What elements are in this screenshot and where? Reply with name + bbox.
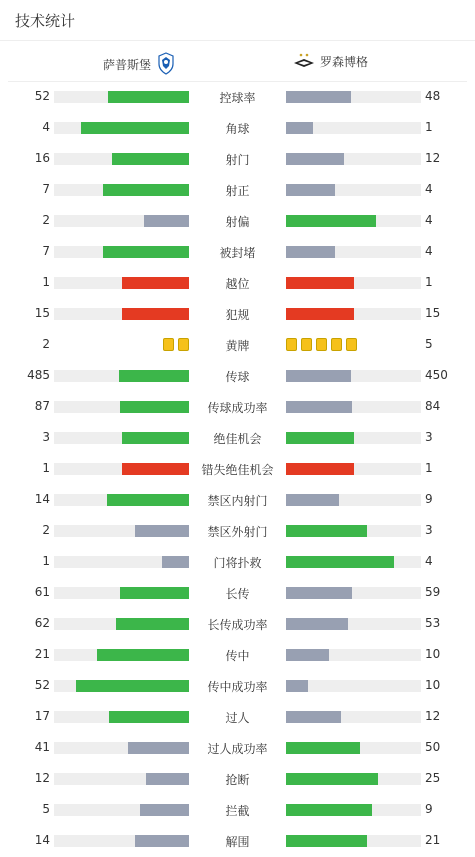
home-bar-fill	[162, 556, 189, 568]
away-value: 15	[425, 306, 441, 320]
home-bar-track	[54, 153, 189, 165]
home-value: 3	[42, 430, 50, 444]
home-value: 52	[34, 678, 50, 692]
home-bar-fill	[97, 649, 189, 661]
home-bar-fill	[140, 804, 189, 816]
away-bar-fill	[286, 308, 354, 320]
away-value: 4	[425, 213, 433, 227]
home-bar-fill	[119, 370, 189, 382]
home-value: 52	[34, 89, 50, 103]
yellow-card-icon	[286, 338, 297, 351]
home-bar-fill	[120, 587, 189, 599]
stat-label: 长传成功率	[207, 618, 268, 632]
stat-label: 过人	[225, 711, 250, 725]
away-bar-track	[286, 618, 421, 630]
away-bar-track	[286, 525, 421, 537]
stat-label: 黄牌	[225, 339, 250, 353]
away-bar-fill	[286, 494, 339, 506]
sarpsborg-crest-icon	[157, 52, 175, 76]
yellow-card-icon	[178, 338, 189, 351]
stat-row	[0, 391, 475, 422]
away-value: 12	[425, 709, 441, 723]
stat-row	[0, 81, 475, 112]
away-value: 21	[425, 833, 441, 847]
away-value: 9	[425, 802, 433, 816]
home-bar-track	[54, 618, 189, 630]
home-bar-track	[54, 773, 189, 785]
stat-row	[0, 205, 475, 236]
stat-row	[0, 298, 475, 329]
away-value: 10	[425, 647, 441, 661]
home-value: 17	[34, 709, 50, 723]
away-yellow-cards	[286, 338, 357, 351]
home-bar-track	[54, 463, 189, 475]
stat-row	[0, 794, 475, 825]
away-bar-track	[286, 804, 421, 816]
home-value: 2	[42, 213, 50, 227]
away-bar-fill	[286, 742, 360, 754]
stat-row	[0, 546, 475, 577]
away-value: 3	[425, 430, 433, 444]
away-value: 5	[425, 337, 433, 351]
away-bar-track	[286, 556, 421, 568]
home-bar-track	[54, 277, 189, 289]
away-bar-track	[286, 277, 421, 289]
home-value: 1	[42, 461, 50, 475]
away-bar-fill	[286, 649, 329, 661]
home-bar-fill	[135, 835, 189, 847]
away-bar-fill	[286, 556, 394, 568]
away-team-name: 罗森博格	[320, 54, 369, 69]
away-value: 4	[425, 554, 433, 568]
away-bar-fill	[286, 525, 367, 537]
home-value: 16	[34, 151, 50, 165]
away-value: 3	[425, 523, 433, 537]
home-bar-fill	[108, 91, 189, 103]
stat-label: 门将扑救	[213, 556, 262, 570]
stat-label: 传球	[225, 370, 250, 384]
home-bar-track	[54, 742, 189, 754]
away-bar-fill	[286, 835, 367, 847]
home-value: 485	[27, 368, 50, 382]
home-bar-fill	[116, 618, 189, 630]
rosenborg-crest-icon	[292, 52, 316, 70]
home-value: 12	[34, 771, 50, 785]
away-bar-fill	[286, 91, 351, 103]
away-bar-track	[286, 153, 421, 165]
stat-row	[0, 701, 475, 732]
home-bar-track	[54, 556, 189, 568]
away-value: 9	[425, 492, 433, 506]
away-bar-fill	[286, 246, 335, 258]
away-bar-fill	[286, 153, 344, 165]
home-bar-track	[54, 91, 189, 103]
away-value: 1	[425, 461, 433, 475]
stat-row	[0, 732, 475, 763]
home-bar-fill	[76, 680, 189, 692]
home-bar-fill	[146, 773, 189, 785]
home-bar-track	[54, 835, 189, 847]
away-bar-fill	[286, 122, 313, 134]
home-bar-track	[54, 432, 189, 444]
away-bar-fill	[286, 184, 335, 196]
home-value: 21	[34, 647, 50, 661]
away-bar-fill	[286, 618, 348, 630]
home-value: 61	[34, 585, 50, 599]
home-value: 4	[42, 120, 50, 134]
away-bar-fill	[286, 432, 354, 444]
away-bar-track	[286, 711, 421, 723]
stats-list	[0, 81, 475, 856]
home-bar-fill	[122, 277, 190, 289]
stat-label: 解围	[225, 835, 250, 849]
stat-label: 射正	[225, 184, 250, 198]
away-value: 4	[425, 244, 433, 258]
away-bar-fill	[286, 680, 308, 692]
away-value: 25	[425, 771, 441, 785]
home-value: 7	[42, 182, 50, 196]
stat-label: 过人成功率	[207, 742, 268, 756]
stat-row	[0, 763, 475, 794]
away-value: 4	[425, 182, 433, 196]
home-bar-fill	[107, 494, 189, 506]
stat-row	[0, 577, 475, 608]
stat-label: 射门	[225, 153, 250, 167]
home-value: 2	[42, 337, 50, 351]
home-bar-fill	[122, 463, 190, 475]
away-bar-track	[286, 91, 421, 103]
away-bar-track	[286, 401, 421, 413]
stat-label: 传球成功率	[207, 401, 268, 415]
stat-label: 传中成功率	[207, 680, 268, 694]
away-bar-track	[286, 649, 421, 661]
stat-label: 被封堵	[219, 246, 256, 260]
away-bar-track	[286, 742, 421, 754]
stat-row	[0, 608, 475, 639]
away-bar-fill	[286, 401, 352, 413]
home-team-name: 萨普斯堡	[102, 57, 151, 72]
stat-label: 禁区外射门	[207, 525, 268, 539]
away-value: 48	[425, 89, 441, 103]
home-bar-track	[54, 122, 189, 134]
away-value: 50	[425, 740, 441, 754]
away-bar-track	[286, 184, 421, 196]
away-bar-fill	[286, 587, 352, 599]
home-bar-fill	[135, 525, 189, 537]
away-value: 1	[425, 120, 433, 134]
home-bar-track	[54, 680, 189, 692]
away-bar-fill	[286, 463, 354, 475]
home-bar-track	[54, 215, 189, 227]
home-value: 87	[34, 399, 50, 413]
teams-bar	[8, 41, 467, 82]
yellow-card-icon	[163, 338, 174, 351]
away-value: 10	[425, 678, 441, 692]
away-bar-track	[286, 308, 421, 320]
stat-label: 越位	[225, 277, 250, 291]
stat-row	[0, 174, 475, 205]
away-bar-fill	[286, 370, 351, 382]
stat-row	[0, 112, 475, 143]
stat-row	[0, 422, 475, 453]
home-bar-track	[54, 308, 189, 320]
home-value: 15	[34, 306, 50, 320]
away-bar-track	[286, 494, 421, 506]
home-bar-track	[54, 649, 189, 661]
away-bar-track	[286, 463, 421, 475]
yellow-card-icon	[301, 338, 312, 351]
away-bar-track	[286, 215, 421, 227]
stat-row	[0, 484, 475, 515]
home-bar-track	[54, 370, 189, 382]
home-bar-track	[54, 711, 189, 723]
away-team[interactable]	[292, 52, 368, 70]
away-value: 53	[425, 616, 441, 630]
stat-row	[0, 639, 475, 670]
home-value: 62	[34, 616, 50, 630]
away-bar-track	[286, 680, 421, 692]
yellow-card-icon	[346, 338, 357, 351]
home-value: 41	[34, 740, 50, 754]
home-value: 1	[42, 554, 50, 568]
yellow-card-icon	[316, 338, 327, 351]
home-bar-track	[54, 184, 189, 196]
stat-row	[0, 453, 475, 484]
stat-label: 禁区内射门	[207, 494, 268, 508]
away-bar-track	[286, 246, 421, 258]
home-bar-track	[54, 804, 189, 816]
away-bar-track	[286, 773, 421, 785]
away-bar-track	[286, 122, 421, 134]
away-value: 450	[425, 368, 448, 382]
away-bar-fill	[286, 773, 378, 785]
away-bar-track	[286, 835, 421, 847]
home-value: 14	[34, 492, 50, 506]
home-value: 5	[42, 802, 50, 816]
stat-label: 抢断	[225, 773, 250, 787]
yellow-card-icon	[331, 338, 342, 351]
stat-label: 绝佳机会	[213, 432, 262, 446]
stat-row	[0, 670, 475, 701]
home-value: 1	[42, 275, 50, 289]
stat-row	[0, 236, 475, 267]
away-bar-fill	[286, 804, 372, 816]
home-value: 7	[42, 244, 50, 258]
stat-row	[0, 329, 475, 360]
away-value: 59	[425, 585, 441, 599]
stat-label: 传中	[225, 649, 250, 663]
away-bar-track	[286, 587, 421, 599]
stat-label: 长传	[225, 587, 250, 601]
home-bar-fill	[144, 215, 189, 227]
page-title: 技术统计	[15, 12, 76, 30]
away-bar-track	[286, 432, 421, 444]
home-bar-fill	[122, 308, 190, 320]
stat-row	[0, 143, 475, 174]
home-bar-fill	[128, 742, 189, 754]
home-bar-track	[54, 494, 189, 506]
home-bar-track	[54, 246, 189, 258]
stat-label: 角球	[225, 122, 250, 136]
home-bar-fill	[120, 401, 189, 413]
stat-row	[0, 515, 475, 546]
stat-row	[0, 267, 475, 298]
stat-label: 拦截	[225, 804, 250, 818]
home-bar-fill	[112, 153, 189, 165]
stat-row	[0, 360, 475, 391]
away-value: 1	[425, 275, 433, 289]
home-value: 14	[34, 833, 50, 847]
home-bar-fill	[103, 246, 189, 258]
home-team[interactable]	[103, 52, 175, 76]
away-bar-fill	[286, 711, 341, 723]
home-bar-track	[54, 401, 189, 413]
home-bar-fill	[122, 432, 190, 444]
away-bar-fill	[286, 277, 354, 289]
home-bar-fill	[109, 711, 189, 723]
home-bar-track	[54, 587, 189, 599]
stat-label: 错失绝佳机会	[201, 463, 274, 477]
stat-label: 犯规	[225, 308, 250, 322]
stats-header	[0, 0, 475, 41]
home-bar-fill	[81, 122, 189, 134]
home-bar-track	[54, 525, 189, 537]
stat-label: 射偏	[225, 215, 250, 229]
away-bar-fill	[286, 215, 376, 227]
away-value: 84	[425, 399, 441, 413]
home-value: 2	[42, 523, 50, 537]
home-bar-fill	[103, 184, 189, 196]
home-yellow-cards	[163, 338, 189, 351]
stat-label: 控球率	[219, 91, 256, 105]
away-value: 12	[425, 151, 441, 165]
away-bar-track	[286, 370, 421, 382]
stat-row	[0, 825, 475, 856]
